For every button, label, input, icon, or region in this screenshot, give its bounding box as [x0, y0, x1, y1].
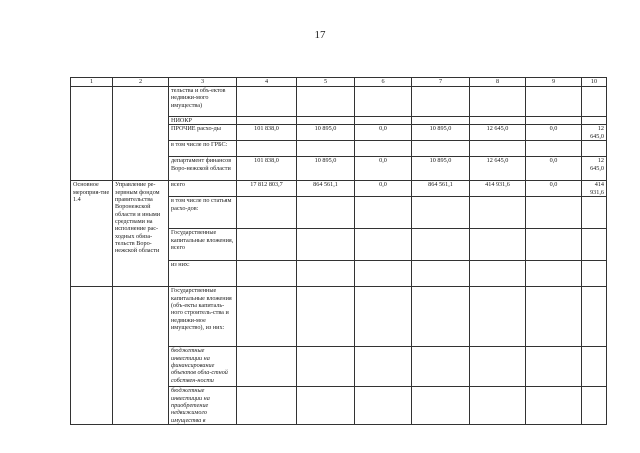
empty-cell [470, 87, 526, 117]
header-row [71, 78, 607, 87]
value-cell: 864 561,1 [297, 181, 355, 197]
value-cell: 101 838,0 [237, 125, 297, 141]
empty-cell [297, 141, 355, 157]
item-label: всего [169, 181, 237, 197]
empty-cell [237, 229, 297, 261]
empty-cell [297, 261, 355, 287]
empty-cell [71, 287, 113, 425]
item-label: Государственные капитальные вложения (объ-екты капиталь-ного строитель-ства и недвижи-мое имущество), из них: [169, 287, 237, 347]
header-cell: 9 [526, 78, 582, 87]
empty-cell [582, 87, 607, 117]
empty-cell [470, 347, 526, 387]
empty-cell [412, 117, 470, 125]
empty-cell [297, 287, 355, 347]
empty-cell [237, 197, 297, 229]
empty-cell [355, 229, 412, 261]
empty-cell [412, 229, 470, 261]
value-cell: 0,0 [355, 125, 412, 141]
value-cell: 0,0 [355, 181, 412, 197]
header-cell: 2 [113, 78, 169, 87]
empty-cell [355, 347, 412, 387]
value-cell: 10 895,0 [297, 157, 355, 181]
empty-cell [237, 287, 297, 347]
empty-cell [470, 261, 526, 287]
value-cell: 10 895,0 [412, 157, 470, 181]
table-row [71, 287, 607, 347]
empty-cell [71, 87, 113, 181]
header-cell: 5 [297, 78, 355, 87]
value-cell: 0,0 [526, 125, 582, 141]
empty-cell [526, 287, 582, 347]
value-cell: 101 838,0 [237, 157, 297, 181]
header-cell: 1 [71, 78, 113, 87]
empty-cell [412, 387, 470, 425]
empty-cell [526, 141, 582, 157]
measure-name: Основное мероприя-тие 1.4 [71, 181, 113, 287]
item-label: бюджетные инвестиции на приобретение недвижимого имущества в [169, 387, 237, 425]
value-cell: 864 561,1 [412, 181, 470, 197]
value-cell: 10 895,0 [412, 125, 470, 141]
empty-cell [297, 347, 355, 387]
header-cell: 8 [470, 78, 526, 87]
empty-cell [526, 87, 582, 117]
empty-cell [237, 117, 297, 125]
empty-cell [526, 261, 582, 287]
empty-cell [412, 261, 470, 287]
empty-cell [526, 197, 582, 229]
item-label: Государственные капитальные вложения, всего [169, 229, 237, 261]
item-label: из них: [169, 261, 237, 287]
empty-cell [470, 117, 526, 125]
item-label: департамент финансов Воро-нежской области [169, 157, 237, 181]
empty-cell [297, 197, 355, 229]
value-cell: 414 931,6 [470, 181, 526, 197]
empty-cell [237, 261, 297, 287]
item-label: тельства и объ-ектов недвижи-мого имущества) [169, 87, 237, 117]
empty-cell [412, 197, 470, 229]
header-cell: 7 [412, 78, 470, 87]
empty-cell [297, 387, 355, 425]
empty-cell [582, 287, 607, 347]
value-cell: 12 645,0 [582, 157, 607, 181]
value-cell: 0,0 [526, 181, 582, 197]
empty-cell [355, 197, 412, 229]
value-cell: 12 645,0 [470, 157, 526, 181]
empty-cell [237, 141, 297, 157]
header-cell: 6 [355, 78, 412, 87]
empty-cell [526, 387, 582, 425]
empty-cell [582, 229, 607, 261]
empty-cell [355, 141, 412, 157]
value-cell: 0,0 [526, 157, 582, 181]
item-label: в том числе по статьям расхо-дов: [169, 197, 237, 229]
value-cell: 0,0 [355, 157, 412, 181]
table-row [71, 87, 607, 117]
empty-cell [412, 287, 470, 347]
empty-cell [470, 229, 526, 261]
value-cell: 10 895,0 [297, 125, 355, 141]
empty-cell [470, 141, 526, 157]
table-row [71, 181, 607, 197]
empty-cell [237, 387, 297, 425]
empty-cell [470, 387, 526, 425]
empty-cell [470, 287, 526, 347]
value-cell: 12 645,0 [582, 125, 607, 141]
empty-cell [237, 87, 297, 117]
header-cell: 3 [169, 78, 237, 87]
value-cell: 12 645,0 [470, 125, 526, 141]
header-cell: 10 [582, 78, 607, 87]
empty-cell [297, 87, 355, 117]
empty-cell [526, 347, 582, 387]
value-cell: 17 812 803,7 [237, 181, 297, 197]
empty-cell [526, 229, 582, 261]
empty-cell [355, 261, 412, 287]
empty-cell [297, 229, 355, 261]
empty-cell [113, 287, 169, 425]
empty-cell [355, 117, 412, 125]
empty-cell [526, 117, 582, 125]
item-label: ПРОЧИЕ расхо-ды [169, 125, 237, 141]
page-number: 17 [314, 29, 326, 41]
empty-cell [113, 87, 169, 181]
header-cell: 4 [237, 78, 297, 87]
item-label: НИОКР [169, 117, 237, 125]
empty-cell [412, 347, 470, 387]
empty-cell [582, 197, 607, 229]
empty-cell [237, 347, 297, 387]
empty-cell [355, 87, 412, 117]
empty-cell [582, 141, 607, 157]
empty-cell [470, 197, 526, 229]
item-label: в том числе по ГРБС: [169, 141, 237, 157]
budget-table [70, 77, 607, 425]
empty-cell [297, 117, 355, 125]
empty-cell [412, 141, 470, 157]
empty-cell [582, 117, 607, 125]
empty-cell [355, 387, 412, 425]
item-label: бюджетные инвестиции на финансирование объектов обла-стной собствен-ности [169, 347, 237, 387]
empty-cell [582, 347, 607, 387]
empty-cell [355, 287, 412, 347]
empty-cell [582, 387, 607, 425]
measure-description: Управление ре-зервным фондом правительства Воронежской области и иными средствами на исполнение рас-ходных обяза-тельств Воро-нежской области [113, 181, 169, 287]
empty-cell [582, 261, 607, 287]
empty-cell [412, 87, 470, 117]
value-cell: 414 931,6 [582, 181, 607, 197]
